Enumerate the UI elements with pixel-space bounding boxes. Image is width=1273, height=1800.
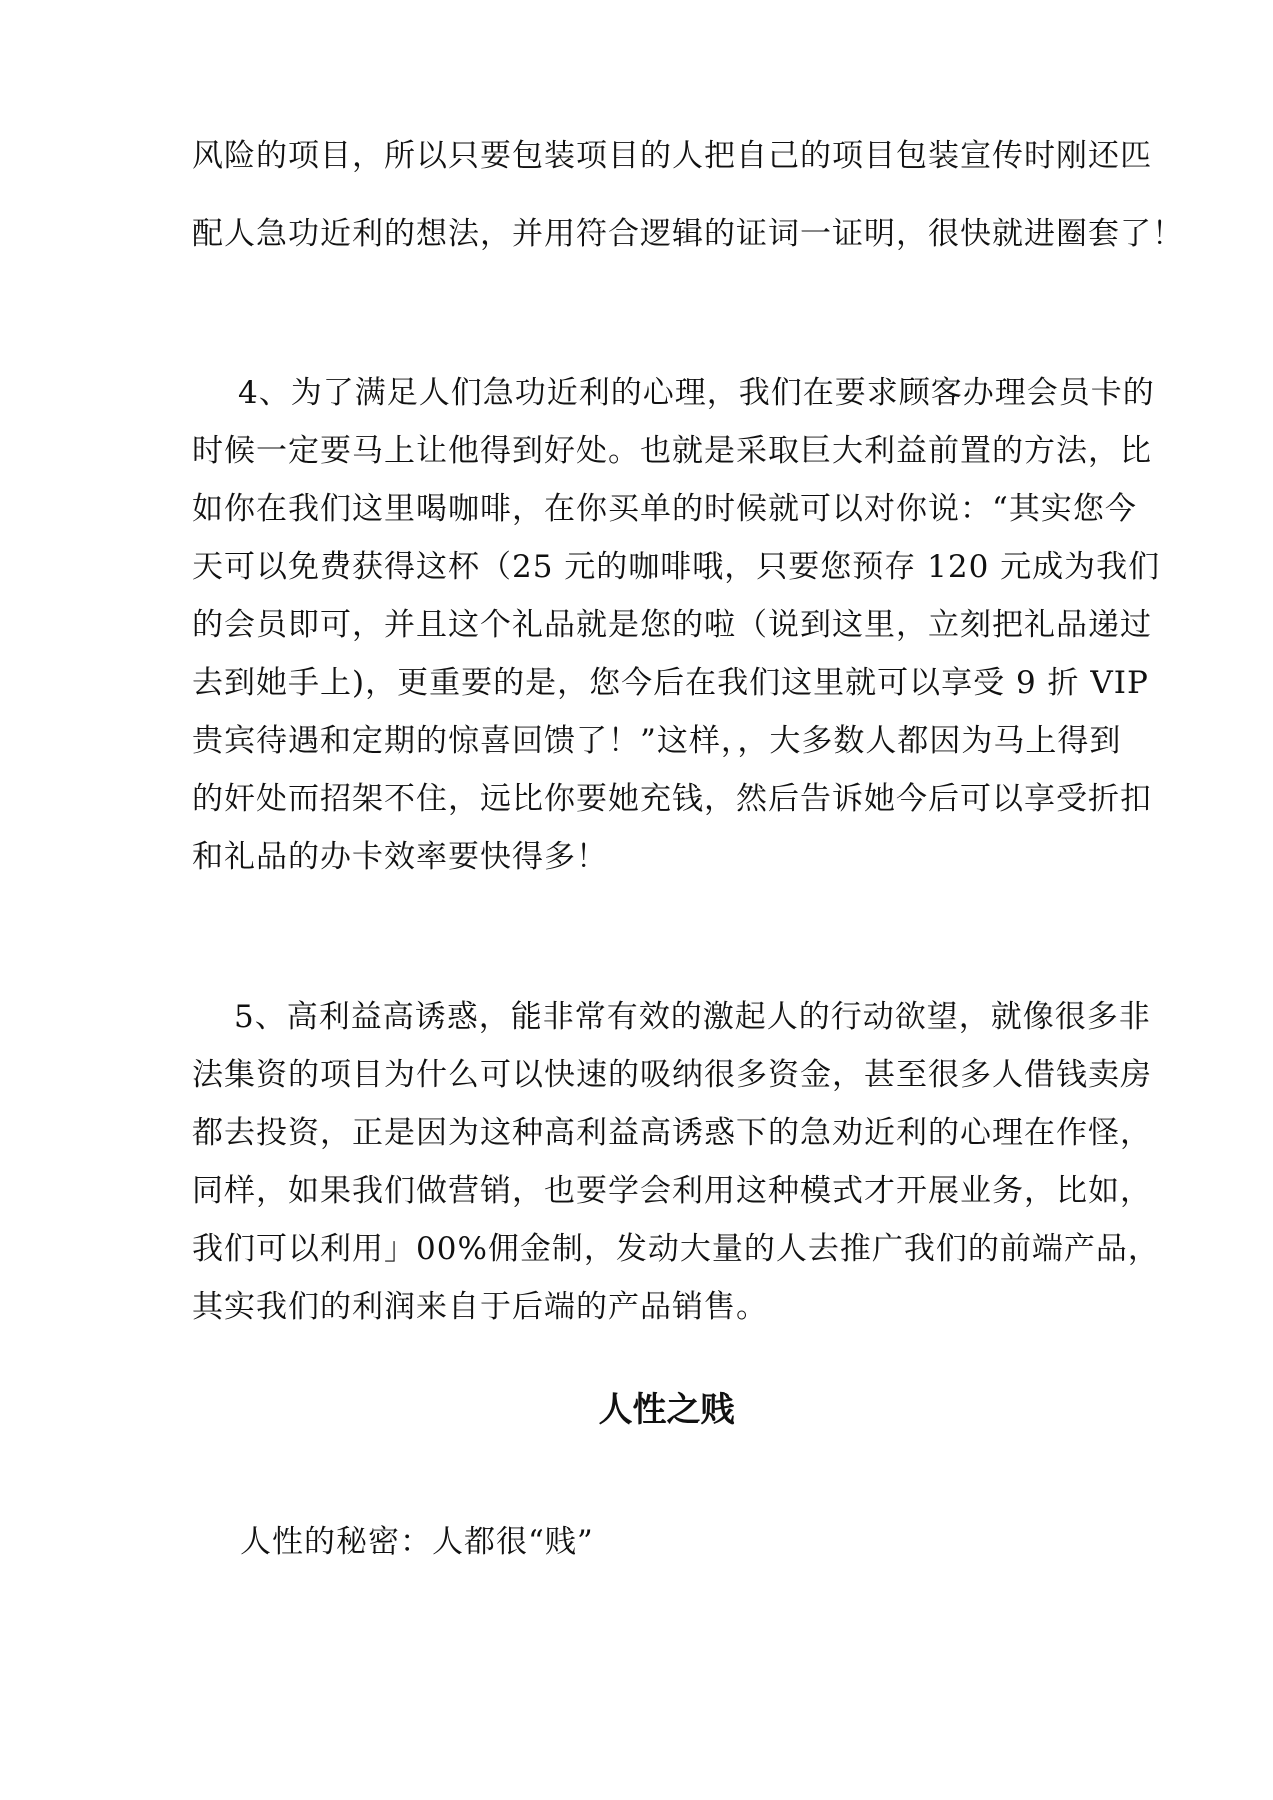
paragraph-line: 和礼品的办卡效率要快得多！ (192, 839, 608, 875)
paragraph-line: 的奸处而招架不住，远比你要她充钱，然后告诉她今后可以享受折扣 (192, 781, 1152, 817)
paragraph-line: 其实我们的利润来自于后端的产品销售。 (192, 1289, 768, 1325)
paragraph-line: 同样，如果我们做营销，也要学会利用这种模式才开展业务，比如， (192, 1173, 1152, 1209)
paragraph-line: 5、高利益高诱惑，能非常有效的激起人的行动欲望，就像很多非 (234, 999, 1151, 1035)
paragraph-line: 的会员即可，并且这个礼品就是您的啦（说到这里，立刻把礼品递过 (192, 607, 1152, 643)
paragraph-line: 天可以免费获得这杯（25 元的咖啡哦，只要您预存 120 元成为我们 (192, 549, 1161, 585)
paragraph-line: 我们可以利用」00%佣金制，发动大量的人去推广我们的前端产品， (192, 1231, 1160, 1267)
paragraph-line: 时候一定要马上让他得到好处。也就是采取巨大利益前置的方法，比 (192, 433, 1152, 469)
section-intro: 人性的秘密：人都很“贱” (240, 1524, 594, 1560)
paragraph-line: 去到她手上)，更重要的是，您今后在我们这里就可以享受 9 折 VIP (192, 665, 1149, 701)
paragraph-line: 法集资的项目为什么可以快速的吸纳很多资金，甚至很多人借钱卖房 (192, 1057, 1152, 1093)
paragraph-line: 如你在我们这里喝咖啡，在你买单的时候就可以对你说：“其实您今 (192, 491, 1137, 527)
paragraph-line: 贵宾待遇和定期的惊喜回馈了！”这样，，大多数人都因为马上得到 (192, 723, 1122, 759)
paragraph-line: 配人急功近利的想法，并用符合逻辑的证词一证明，很快就进圈套了！ (192, 216, 1184, 252)
section-heading: 人性之贱 (598, 1390, 735, 1430)
paragraph-line: 风险的项目，所以只要包装项目的人把自己的项目包装宣传时刚还匹 (192, 138, 1152, 174)
paragraph-line: 都去投资，正是因为这种高利益高诱惑下的急劝近利的心理在作怪， (192, 1115, 1152, 1151)
paragraph-line: 4、为了满足人们急功近利的心理，我们在要求顾客办理会员卡的 (238, 375, 1155, 411)
